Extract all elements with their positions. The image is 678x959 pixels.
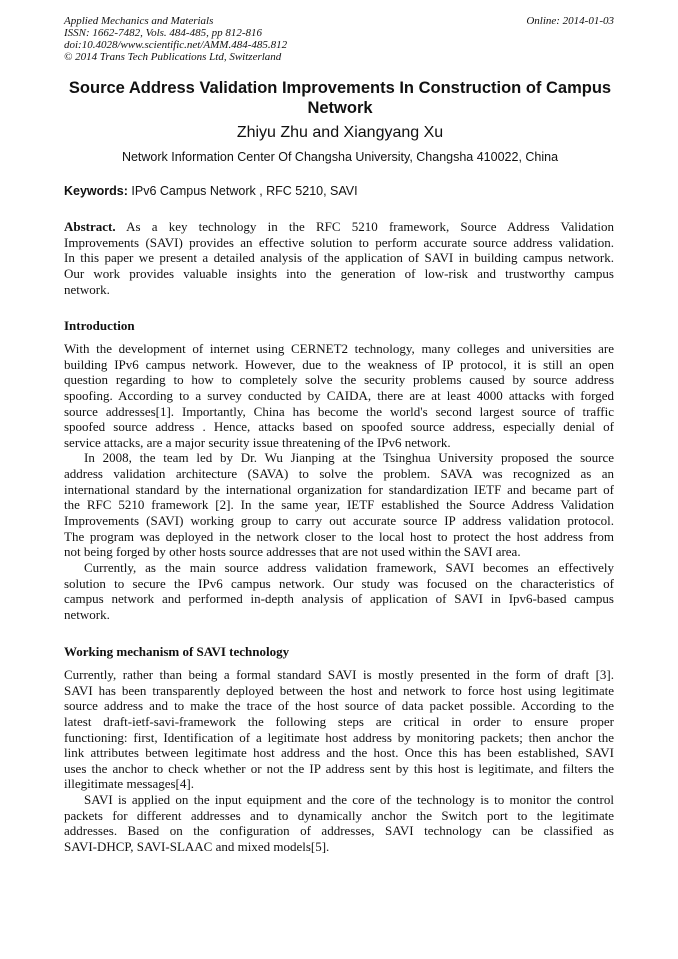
paragraph-line: campus network and performed in-depth analysis of application of SAVI in Ipv6-based campus [64,591,614,607]
abstract [64,219,614,297]
paragraph-line: Improvements (SAVI) working group to carry out accurate source IP address validation protocol. [64,513,614,529]
abstract-line: In this paper we present a detailed analysis of the application of SAVI in building campus network. [64,250,614,266]
section-heading: Introduction [64,318,135,333]
paragraph-line: Currently, rather than being a formal standard SAVI is mostly presented in the form of draft [3]. [64,667,614,682]
title-line: Network [307,99,373,117]
issn: ISSN: 1662-7482, Vols. 484-485, pp 812-816 [64,27,262,39]
section-working-mechanism [64,644,614,855]
paragraph-line: With the development of internet using CERNET2 technology, many colleges and universities are [64,341,614,356]
paragraph-line: source addresses[1]. Importantly, China has become the world's second largest source of traffic [64,403,614,419]
paper-title [40,78,640,118]
paragraph-line: service attacks, are a major security issue threatening of the IPv6 network. [64,434,451,450]
keywords [64,183,358,199]
journal-name: Applied Mechanics and Materials [64,15,214,27]
paragraph-line: The program was deployed in the network closer to the local host to protect the host address from [64,528,614,544]
paragraph-line: building IPv6 campus network. However, due to the weakness of IP protocol, it is still an open [64,356,614,372]
paragraph-line: link attributes between legitimate host address and the host. Once this has been established, SAVI [64,745,614,761]
paragraph-line: question regarding to how to completely solve the security problems caused by source address [64,372,614,388]
paragraph-line: In 2008, the team led by Dr. Wu Jianping at the Tsinghua University proposed the source [84,450,614,466]
paragraph-line: not being forged by other hosts source addresses that are not used within the SAVI area. [64,544,521,560]
paragraph-line: SAVI has been transparently deployed between the host and network to force host using legitimate [64,682,614,698]
doi: doi:10.4028/www.scientific.net/AMM.484-485.812 [64,39,288,51]
paragraph-line: functioning: first, Identification of a legitimate host address by monitoring packets; then anchor the [64,729,614,745]
paragraph-line: source address and to make the trace of the host source of data packet possible. According to the [64,698,614,714]
paragraph-line: illegitimate messages[4]. [64,776,194,792]
authors: Zhiyu Zhu and Xiangyang Xu [236,124,444,141]
paragraph-line: packets for different addresses and to dynamically anchor the Switch port to the legitimate [64,807,614,823]
paragraph-line: spoofing. According to a survey conducted by CAIDA, there are at least 4000 attacks with forged [64,387,614,403]
paragraph-line: uses the anchor to check whether or not the IP address sent by this host is legitimate, and filters the [64,760,614,776]
keywords-text: IPv6 Campus Network , RFC 5210, SAVI [127,184,358,198]
paragraph-line: solution to secure the IPv6 campus network. Our study was focused on the characteristics of [64,575,614,591]
abstract-line: Our work provides valuable insights into the generation of low-risk and trustworthy campus [64,265,614,281]
paragraph-line: international standard by the international organization for standardization IETF and became part of [64,481,614,497]
paragraph-line: network. [64,606,110,622]
paragraph-line: SAVI is applied on the input equipment and the core of the technology is to monitor the control [84,792,614,808]
paragraph-line: addresses. Based on the configuration of addresses, SAVI technology can be classified as [64,823,614,839]
abstract-line [64,219,614,235]
section-introduction [64,318,614,623]
abstract-line: Improvements (SAVI) provides an effective solution to perform accurate source address validation. [64,234,614,250]
paragraph-line: spoofed source address . Hence, attacks based on spoofed source address, especially denial of [64,419,614,435]
paragraph-line: the RFC 5210 framework [2]. In the same year, IETF established the Source Address Validation [64,497,614,513]
paragraph-line: Currently, as the main source address validation framework, SAVI becomes an effectively [84,559,614,575]
paragraph-line: SAVI-DHCP, SAVI-SLAAC and mixed models[5]. [64,839,330,855]
keywords-label: Keywords: [64,184,128,198]
abstract-text: As a key technology in the RFC 5210 framework, Source Address Validation [115,219,614,234]
paragraph-line: latest draft-ietf-savi-framework the following steps are critical in order to ensure proper [64,713,614,729]
copyright: © 2014 Trans Tech Publications Ltd, Switzerland [64,51,282,63]
paragraph-line: address validation architecture (SAVA) to solve the problem. SAVA was recognized as an [64,466,614,482]
online-date: Online: 2014-01-03 [526,15,614,27]
abstract-label: Abstract. [64,219,116,234]
affiliation: Network Information Center Of Changsha University, Changsha 410022, China [121,150,559,164]
abstract-line: network. [64,281,110,297]
section-heading: Working mechanism of SAVI technology [64,644,290,659]
title-line: Source Address Validation Improvements In Construction of Campus [68,79,612,97]
